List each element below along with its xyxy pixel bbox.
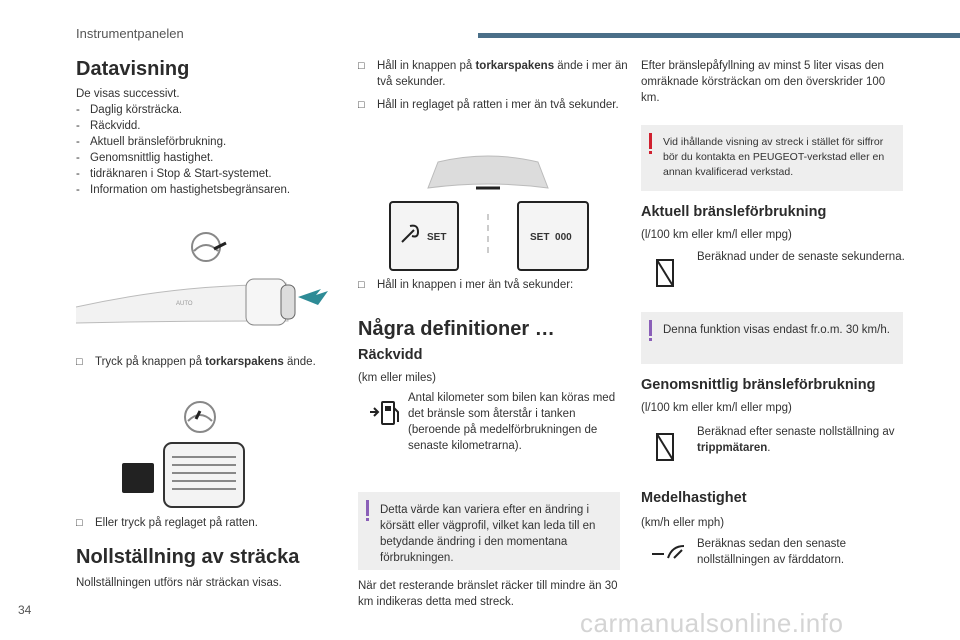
set-value-label: SET 000 <box>530 232 572 243</box>
fuel-low-text: När det resterande bränslet räcker till mindre än 30 km indikeras detta med streck. <box>358 580 618 608</box>
current-text: Beräknad under de senaste sekunderna. <box>697 251 905 263</box>
warning-box: Vid ihållande visning av streck i stället för siffror bör du kontakta en PEUGEOT-verkstad eller en annan kvalificerad verkstad. <box>641 125 903 191</box>
list-item: - Genomsnittlig hastighet. <box>76 150 336 166</box>
svg-text:AUTO: AUTO <box>176 301 193 307</box>
heading-datavisning: Datavisning <box>76 58 190 80</box>
step-hold-button: □ Håll in knappen i mer än två sekunder: <box>358 279 574 291</box>
speed-unit: (km/h eller mph) <box>641 517 725 529</box>
subheading-current: Aktuell bränsleförbrukning <box>641 204 827 220</box>
list-item: - Daglig körsträcka. <box>76 102 336 118</box>
step-hold-wheel: □ Håll in reglaget på ratten i mer än två sekunder. <box>358 99 619 111</box>
instrument-illustration <box>388 152 598 277</box>
dashboard-icon <box>428 156 548 188</box>
current-unit: (l/100 km eller km/l eller mpg) <box>641 229 792 241</box>
range-unit: (km eller miles) <box>358 372 436 384</box>
average-unit: (l/100 km eller km/l eller mpg) <box>641 402 792 414</box>
steering-wheel-icon <box>185 402 215 432</box>
fuel-pump-icon <box>368 398 400 428</box>
wiper-stalk-illustration <box>76 225 336 345</box>
intro-text: De visas successivt. <box>76 88 180 100</box>
watermark: carmanualsonline.info <box>580 608 844 638</box>
step-press-wheel: □ Eller tryck på reglaget på ratten. <box>76 517 258 529</box>
info-icon <box>649 320 652 336</box>
speed-icon <box>650 540 690 564</box>
list-item: - Information om hastighetsbegränsaren. <box>76 182 336 198</box>
page-number: 34 <box>18 603 32 617</box>
info-box-range: Detta värde kan variera efter en ändring i körsätt eller vägprofil, vilket kan leda till en betydande ändring i den momentana förbrukningen. <box>358 492 620 570</box>
running-header: Instrumentpanelen <box>76 26 184 41</box>
header-bar <box>478 33 960 38</box>
list-item: - tidräknaren i Stop & Start-systemet. <box>76 166 336 182</box>
average-text: Beräknad efter senaste nollställning av trippmätaren. <box>697 426 895 454</box>
subheading-range: Räckvidd <box>358 347 423 363</box>
heading-definitions: Några definitioner … <box>358 318 555 340</box>
refuel-text: Efter bränslepåfyllning av minst 5 liter visas den omräknade körsträckan om den överskrider 100 km. <box>641 60 886 104</box>
step-hold-stalk: □ Håll in knappen på torkarspakens ände i mer än två sekunder. <box>358 60 628 88</box>
step-press-stalk: □ Tryck på knappen på torkarspakens ände. <box>76 356 316 368</box>
display-list <box>76 102 336 198</box>
range-text: Antal kilometer som bilen kan köras med det bränsle som återstår i tanken (beroende på medelförbrukningen de senaste kilometrarna). <box>408 392 616 452</box>
warning-icon <box>649 133 652 149</box>
list-item: - Räckvidd. <box>76 118 336 134</box>
subheading-speed: Medelhastighet <box>641 490 747 506</box>
speed-text: Beräknas sedan den senaste nollställningen av färddatorn. <box>697 538 846 566</box>
info-box-speed: Denna funktion visas endast fr.o.m. 30 km/h. <box>641 312 903 364</box>
list-item: - Aktuell bränsleförbrukning. <box>76 134 336 150</box>
arrow-icon <box>298 289 328 305</box>
reset-text: Nollställningen utförs när sträckan visas. <box>76 577 282 589</box>
heading-reset: Nollställning av sträcka <box>76 546 300 568</box>
consumption-icon <box>654 432 676 462</box>
consumption-icon <box>654 258 676 288</box>
set-button-label: SET <box>427 232 447 243</box>
subheading-average: Genomsnittlig bränsleförbrukning <box>641 377 876 393</box>
info-icon <box>366 500 369 516</box>
wheel-control-illustration <box>120 395 250 510</box>
